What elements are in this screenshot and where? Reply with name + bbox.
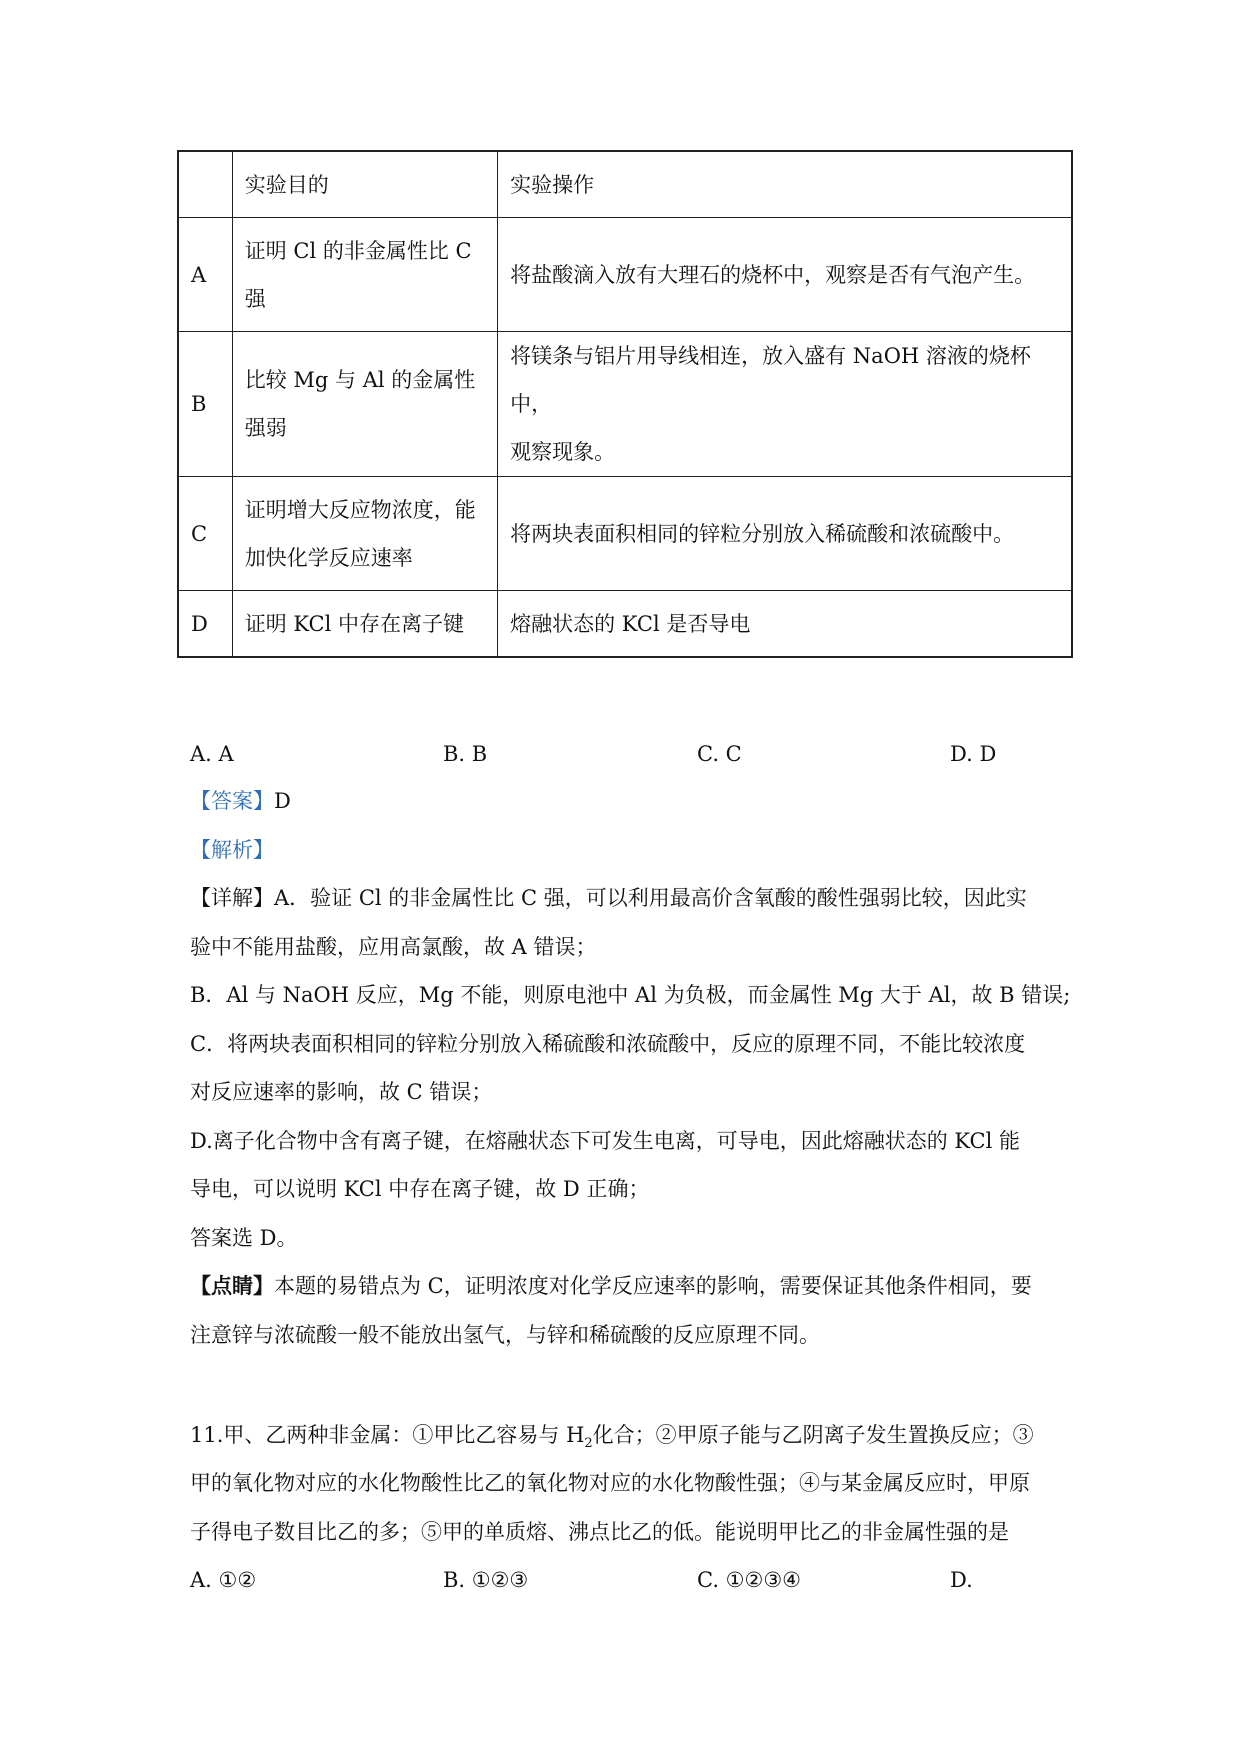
detail-line-3: B．Al 与 NaOH 反应，Mg 不能，则原电池中 Al 为负极，而金属性 Mg 大于 Al，故 B 错误; [190, 983, 1071, 1007]
detail-tag: 【详解】 [190, 886, 274, 910]
row-purpose: 证明 Cl 的非金属性比 C 强 [232, 218, 497, 332]
analysis-tag: 【解析】 [190, 838, 274, 862]
detail-line-4: C．将两块表面积相同的锌粒分别放入稀硫酸和浓硫酸中，反应的原理不同，不能比较浓度 [190, 1032, 1026, 1056]
tip-tag: 【点睛】 [190, 1273, 274, 1298]
q11-option-d: D. [950, 1568, 973, 1592]
detail-line-5: 对反应速率的影响，故 C 错误； [190, 1080, 493, 1104]
answer-line [190, 786, 291, 816]
row-label: A [178, 218, 232, 332]
q10-option-a: A. A [190, 742, 234, 766]
answer-value: D [274, 789, 291, 813]
table-row [178, 477, 1072, 591]
analysis-line [190, 835, 274, 865]
table-header-row [178, 151, 1072, 218]
row-label: B [178, 332, 232, 477]
tip-line-1: 【点睛】本题的易错点为 C，证明浓度对化学反应速率的影响，需要保证其他条件相同，要 [190, 1273, 1032, 1298]
q10-option-c: C. C [697, 742, 742, 766]
row-purpose: 比较 Mg 与 Al 的金属性 强弱 [232, 332, 497, 477]
header-cell-purpose: 实验目的 [232, 151, 497, 218]
row-label: D [178, 591, 232, 658]
q11-line-1: 11.甲、乙两种非金属：①甲比乙容易与 $H_2$化合；②甲原子能与乙阴离子发生置换反应；③ [190, 1423, 1034, 1452]
row-operation: 将两块表面积相同的锌粒分别放入稀硫酸和浓硫酸中。 [498, 477, 1072, 591]
row-operation: 熔融状态的 KCl 是否导电 [498, 591, 1072, 658]
detail-line-8: 答案选 D。 [190, 1226, 298, 1250]
q10-option-d: D. D [950, 742, 997, 766]
detail-line-1: 【详解】A．验证 Cl 的非金属性比 C 强，可以利用最高价含氧酸的酸性强弱比较，因此实 [190, 886, 1027, 910]
q11-option-c: C. ①②③④ [697, 1568, 801, 1592]
row-label: C [178, 477, 232, 591]
table-row [178, 332, 1072, 477]
q11-line-3: 子得电子数目比乙的多；⑤甲的单质熔、沸点比乙的低。能说明甲比乙的非金属性强的是 [190, 1520, 1009, 1544]
q11-option-b: B. ①②③ [443, 1568, 529, 1592]
q10-option-b: B. B [443, 742, 488, 766]
header-cell-operation: 实验操作 [498, 151, 1072, 218]
q11-line-2: 甲的氧化物对应的水化物酸性比乙的氧化物对应的水化物酸性强；④与某金属反应时，甲原 [190, 1471, 1030, 1495]
row-operation: 将盐酸滴入放有大理石的烧杯中，观察是否有气泡产生。 [498, 218, 1072, 332]
row-operation: 将镁条与铝片用导线相连，放入盛有 NaOH 溶液的烧杯中， 观察现象。 [498, 332, 1072, 477]
tip-line-2: 注意锌与浓硫酸一般不能放出氢气，与锌和稀硫酸的反应原理不同。 [190, 1323, 820, 1347]
answer-tag: 【答案】 [190, 789, 274, 813]
table-row [178, 591, 1072, 658]
row-purpose: 证明增大反应物浓度，能 加快化学反应速率 [232, 477, 497, 591]
detail-line-2: 验中不能用盐酸，应用高氯酸，故 A 错误； [190, 935, 597, 959]
row-purpose: 证明 KCl 中存在离子键 [232, 591, 497, 658]
header-cell-label [178, 151, 232, 218]
detail-line-7: 导电，可以说明 KCl 中存在离子键，故 D 正确； [190, 1177, 650, 1201]
experiment-table [177, 150, 1073, 658]
q11-option-a: A. ①② [190, 1568, 257, 1592]
table-row [178, 218, 1072, 332]
detail-line-6: D.离子化合物中含有离子键，在熔融状态下可发生电离，可导电，因此熔融状态的 KCl 能 [190, 1129, 1021, 1153]
